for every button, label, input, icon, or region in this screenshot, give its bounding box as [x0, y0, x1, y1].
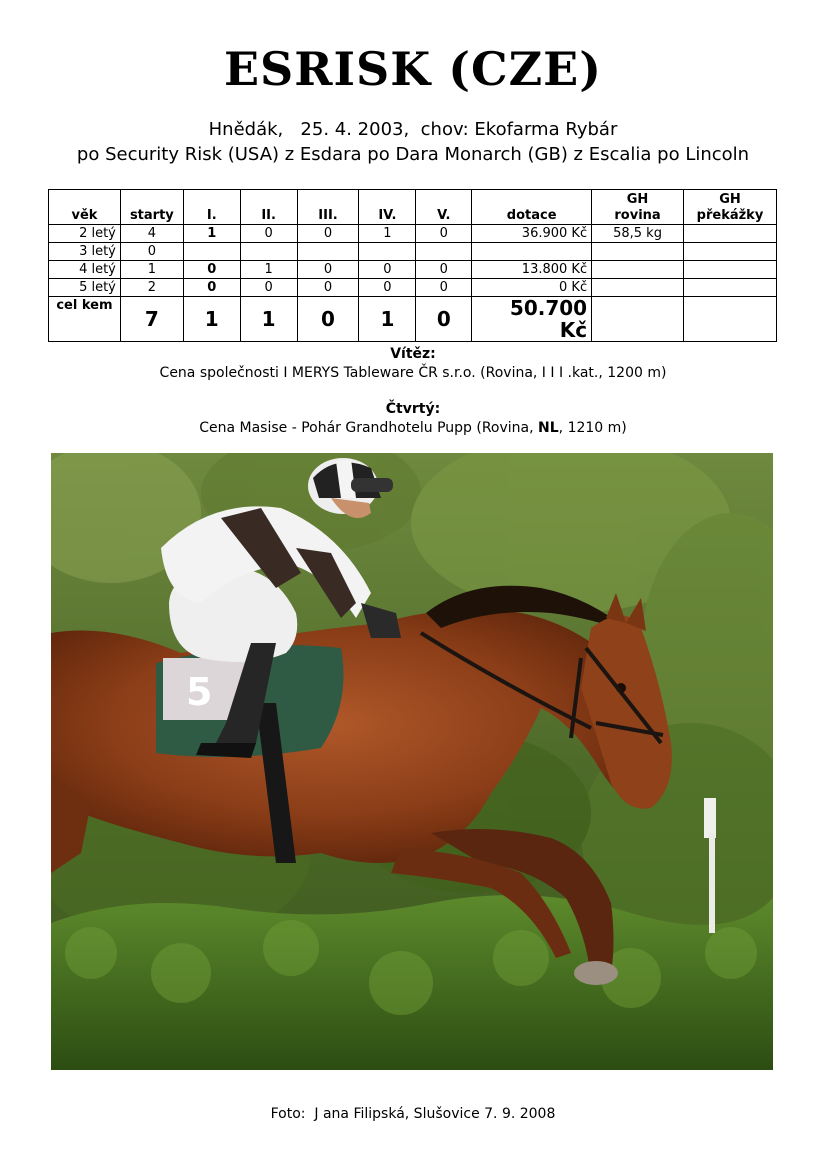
total-fourth: 1 [359, 297, 416, 342]
cell-fifth: 0 [416, 279, 472, 297]
total-first: 1 [183, 297, 240, 342]
cell-second [240, 243, 297, 261]
fourth-race: Cena Masise - Pohár Grandhotelu Pupp (Rovina, NL, 1210 m) [199, 420, 627, 436]
horse-photo [51, 453, 773, 1070]
fourth-heading: Čtvrtý: [385, 401, 441, 417]
header-gh-flat: GH rovina [592, 190, 684, 225]
cell-fifth [416, 243, 472, 261]
cell-third [297, 243, 359, 261]
total-prize: 50.700 Kč [472, 297, 592, 342]
photo-credit: Foto: J ana Filipská, Slušovice 7. 9. 2008 [270, 1106, 556, 1122]
saddle-number: 5 [186, 670, 213, 714]
table-row [49, 243, 777, 261]
header-fourth: IV. [359, 190, 416, 225]
total-starts: 7 [120, 297, 183, 342]
cell-first: 0 [183, 261, 240, 279]
cell-second: 1 [240, 261, 297, 279]
total-label: cel kem [49, 297, 121, 342]
cell-fourth: 1 [359, 225, 416, 243]
cell-first: 1 [183, 225, 240, 243]
cell-prize: 0 Kč [472, 279, 592, 297]
cell-prize [472, 243, 592, 261]
cell-first: 0 [183, 279, 240, 297]
cell-third: 0 [297, 225, 359, 243]
header-prize: dotace [472, 190, 592, 225]
cell-age: 4 letý [49, 261, 121, 279]
cell-age: 2 letý [49, 225, 121, 243]
cell-starts: 4 [120, 225, 183, 243]
cell-starts: 2 [120, 279, 183, 297]
cell-gh-hurdle [683, 279, 776, 297]
cell-fourth: 0 [359, 261, 416, 279]
total-second: 1 [240, 297, 297, 342]
cell-age: 5 letý [49, 279, 121, 297]
cell-starts: 1 [120, 261, 183, 279]
table-row [49, 225, 777, 243]
cell-first [183, 243, 240, 261]
total-third: 0 [297, 297, 359, 342]
cell-prize: 13.800 Kč [472, 261, 592, 279]
cell-prize: 36.900 Kč [472, 225, 592, 243]
table-total-row [49, 297, 777, 342]
header-gh-hurdle: GH překážky [683, 190, 776, 225]
cell-gh-hurdle [683, 225, 776, 243]
cell-gh-flat [592, 279, 684, 297]
cell-fifth: 0 [416, 261, 472, 279]
cell-gh-flat [592, 261, 684, 279]
table-row [49, 261, 777, 279]
total-fifth: 0 [416, 297, 472, 342]
header-starts: starty [120, 190, 183, 225]
cell-gh-flat: 58,5 kg [592, 225, 684, 243]
table-row [49, 279, 777, 297]
cell-starts: 0 [120, 243, 183, 261]
cell-second: 0 [240, 279, 297, 297]
header-first: I. [183, 190, 240, 225]
header-second: II. [240, 190, 297, 225]
cell-third: 0 [297, 261, 359, 279]
cell-second: 0 [240, 225, 297, 243]
winner-heading: Vítěz: [390, 346, 436, 362]
cell-fifth: 0 [416, 225, 472, 243]
header-age: věk [49, 190, 121, 225]
cell-age: 3 letý [49, 243, 121, 261]
cell-gh-hurdle [683, 261, 776, 279]
table-header-row [49, 190, 777, 225]
horse-description: Hnědák, 25. 4. 2003, chov: Ekofarma Rybár [208, 119, 618, 140]
page-title: ESRISK (CZE) [223, 42, 603, 96]
header-third: III. [297, 190, 359, 225]
horse-pedigree: po Security Risk (USA) z Esdara po Dara Monarch (GB) z Escalia po Lincoln [76, 144, 750, 165]
header-fifth: V. [416, 190, 472, 225]
race-record-table [48, 189, 777, 342]
total-gh-hurdle [683, 297, 776, 342]
cell-gh-flat [592, 243, 684, 261]
total-gh-flat [592, 297, 684, 342]
cell-fourth: 0 [359, 279, 416, 297]
cell-fourth [359, 243, 416, 261]
cell-third: 0 [297, 279, 359, 297]
winner-race: Cena společnosti I MERYS Tableware ČR s.r.o. (Rovina, I I I .kat., 1200 m) [159, 365, 667, 381]
cell-gh-hurdle [683, 243, 776, 261]
